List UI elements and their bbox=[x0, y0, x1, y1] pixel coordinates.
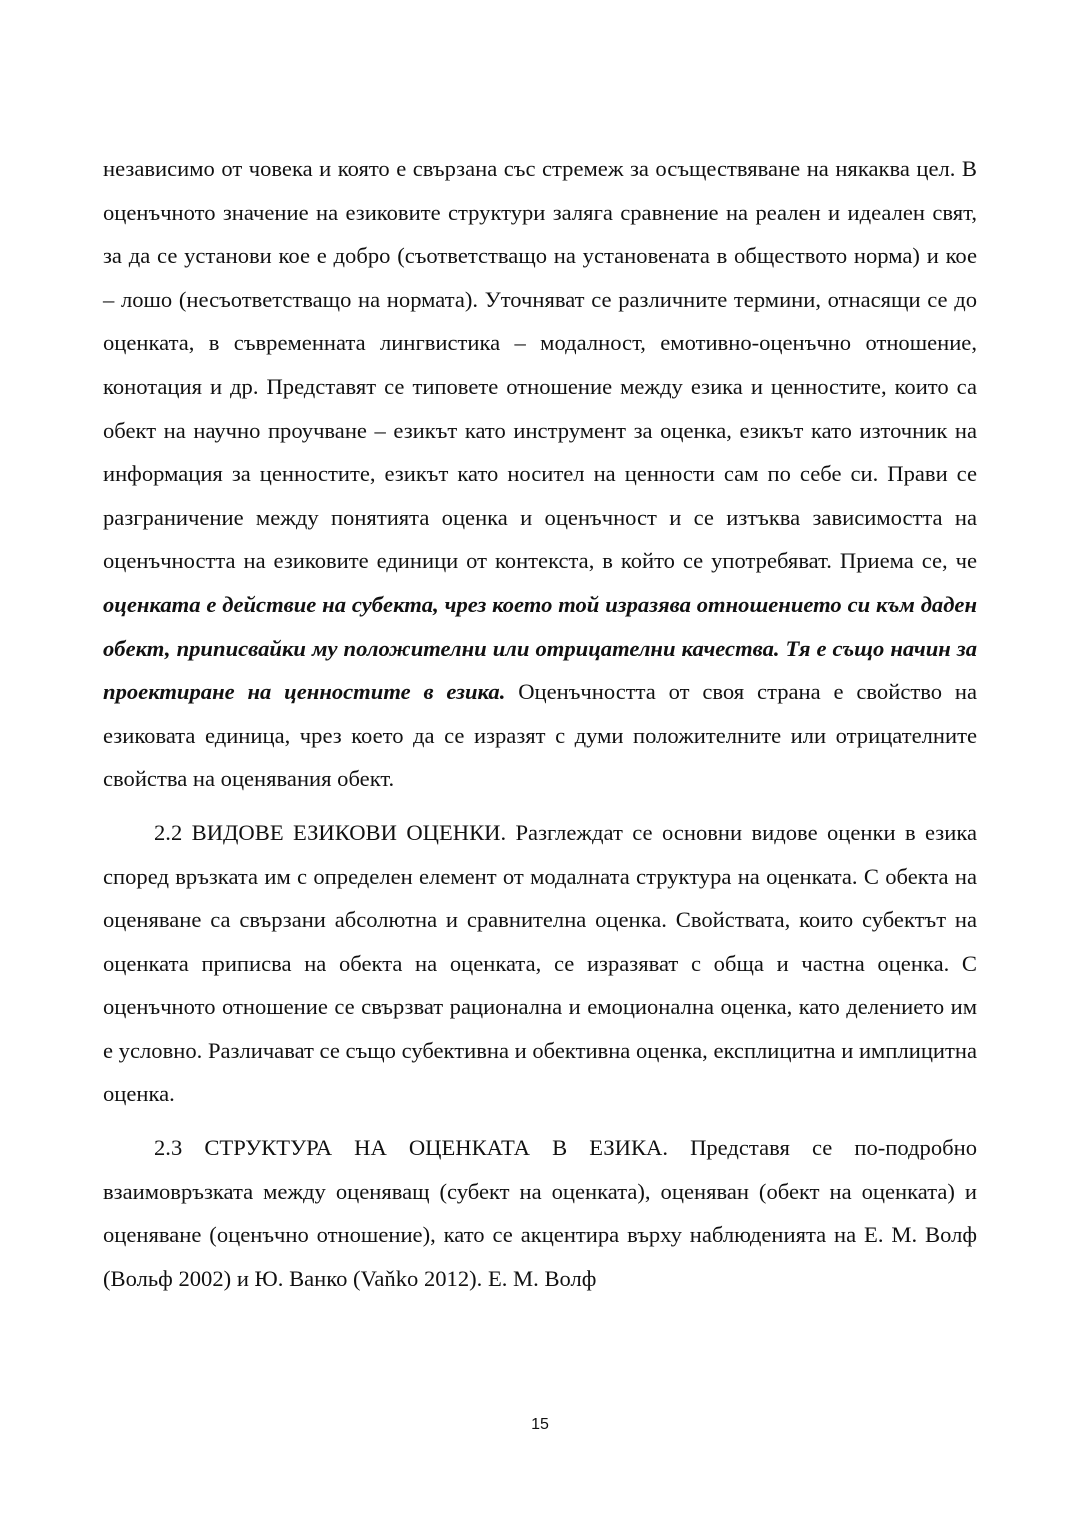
document-page bbox=[103, 147, 977, 1300]
paragraph-text: 2.2 ВИДОВЕ ЕЗИКОВИ ОЦЕНКИ. Разглеждат се основни видове оценки в езика според връзката им с определен елемент от модалната структура на оценката. С обекта на оценяване са свързани абсолютна и сравнителна оценка. Свойствата, които субектът на оценката приписва на обекта на оценката, се изразяват с обща и частна оценка. С оценъчното отношение се свързват рационална и емоционална оценка, като делението им е условно. Различават се също субективна и обективна оценка, експлицитна и имплицитна оценка. bbox=[103, 819, 977, 1107]
paragraph-text: 2.3 СТРУКТУРА НА ОЦЕНКАТА В ЕЗИКА. Представя се по-подробно взаимовръзката между оценяващ (субект на оценката), оценяван (обект на оценката) и оценяване (оценъчно отношение), като се акцентира върху наблюденията на Е. М. Волф (Вольф 2002) и Ю. Ванко (Vaňko 2012). Е. М. Волф bbox=[103, 1135, 977, 1291]
paragraph-section-2-3 bbox=[103, 1126, 977, 1300]
page-number: 15 bbox=[531, 1416, 549, 1433]
emphasized-definition: оценката е действие на субекта, чрез което той изразява отношението си към даден обект, приписвайки му положителни или отрицателни качества. Тя е също начин за проектиране на ценностите в езика. bbox=[103, 591, 977, 705]
paragraph-evaluation-definition bbox=[103, 147, 977, 801]
paragraph-text: Оценъчността от своя страна е свойство на езиковата единица, чрез което да се изразят с думи положителните или отрицателните свойства на оценявания обект. bbox=[103, 679, 977, 792]
paragraph-text: независимо от човека и която е свързана със стремеж за осъществяване на някаква цел. В оценъчното значение на езиковите структури заляга сравнение на реален и идеален свят, за да се установи кое е добро (съответстващо на установената в обществото норма) и кое – лошо (несъответстващо на нормата). Уточняват се различните термини, отнасящи се до оценката, в съвременната лингвистика – модалност, емотивно-оценъчно отношение, конотация и др. Представят се типовете отношение между езика и ценностите, които са обект на научно проучване – езикът като инструмент за оценка, езикът като източник на информация за ценностите, езикът като носител на ценности сам по себе си. Прави се разграничение между понятията оценка и оценъчност и се изтъква зависимостта на оценъчността на езиковите единици от контекста, в който се употребяват. Приема се, че bbox=[103, 156, 977, 574]
paragraph-section-2-2 bbox=[103, 811, 977, 1116]
